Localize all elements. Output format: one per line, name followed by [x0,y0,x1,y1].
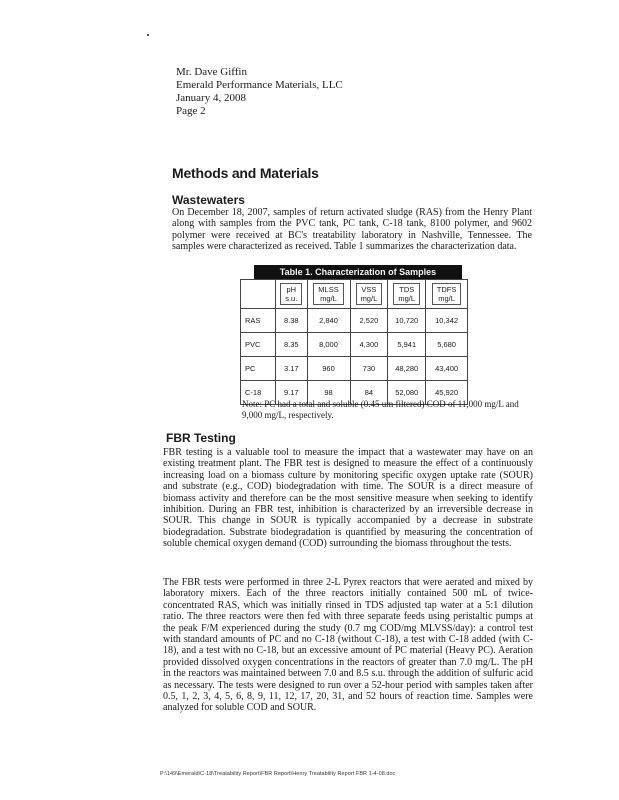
table-cell: 48,280 [388,357,426,381]
table-cell: 9.17 [276,381,308,405]
row-label: RAS [241,309,276,333]
table-cell: 10,720 [388,309,426,333]
table-grid [240,279,468,405]
table-title: Table 1. Characterization of Samples [254,265,462,279]
table-note: Note: PC had a total and soluble (0.45 um filtered) COD of 11,000 mg/L and 9,000 mg/L, respectively. [242,399,519,420]
table-cell: 8.35 [276,333,308,357]
table-header-cell [241,280,276,309]
table-cell: 5,680 [426,333,468,357]
row-label: PVC [241,333,276,357]
table-header-cell [307,280,350,309]
table-cell: 8.38 [276,309,308,333]
characterization-table [240,265,468,405]
table-header-cell [350,280,388,309]
recipient-company: Emerald Performance Materials, LLC [176,79,343,91]
table-cell: 8,000 [307,333,350,357]
fbr-paragraph-1: FBR testing is a valuable tool to measure the impact that a wastewater may have on an existing treatment plant. The FBR test is designed to measure the effect of a continuously increasing load on a biomass culture by monitoring specific oxygen uptake rate (SOUR) and substrate (e.g., COD) biodegradation with time. The SOUR is a direct measure of biomass activity and therefore can be the most sensitive measure when seeking to identify inhibition. During an FBR test, inhibition is characterized by an irreversible decrease in SOUR. This change in SOUR is typically accompanied by a decrease in substrate biodegradation. Substrate biodegradation is quantified by measuring the concentration of soluble chemical oxygen demand (COD) surrounding the biomass throughout the tests. [163,447,533,550]
row-label: PC [241,357,276,381]
header-label: MLSS mg/L [313,283,343,305]
table-cell: 98 [307,381,350,405]
scan-artifact [147,34,149,36]
table-row [241,309,468,333]
table-cell: 4,300 [350,333,388,357]
table-header-cell [388,280,426,309]
section-title: Methods and Materials [172,165,319,181]
fbr-paragraph-2: The FBR tests were performed in three 2-L Pyrex reactors that were aerated and mixed by laboratory mixers. Each of the three reactors initially contained 500 mL of twice-concentrated RAS, which was initially rinsed in TDS adjusted tap water at a 5:1 dilution ratio. The three reactors were then fed with three separate feeds using peristaltic pumps at the peak F/M experienced during the study (0.7 mg COD/mg MLVSS/day): a control test with standard amounts of PC and no C-18 (without C-18), a test with C-18 added (with C-18), and a test with no C-18, but an excessive amount of PC material (Heavy PC). Aeration provided dissolved oxygen concentrations in the reactors of greater than 7.0 mg/L. The pH in the reactors was maintained between 7.0 and 8.5 s.u. through the addition of sulfuric acid as necessary. The tests were designed to run over a 52-hour period with samples taken after 0.5, 1, 2, 3, 4, 5, 6, 8, 9, 11, 12, 17, 20, 31, and 52 hours of reaction time. Samples were analyzed for soluble COD and SOUR. [163,577,533,714]
row-label: C-18 [241,381,276,405]
table-row [241,357,468,381]
table-cell: 730 [350,357,388,381]
recipient-name: Mr. Dave Giffin [176,66,247,78]
table-header-cell [426,280,468,309]
file-path-footer: P:\149\Emerald\C-18\Treatability Report\FBR Report\Henry Treatability Report FBR 1-4-08.doc [160,771,396,777]
header-label: TDS mg/L [393,283,420,305]
table-cell: 10,342 [426,309,468,333]
table-cell: 5,941 [388,333,426,357]
table-cell: 3.17 [276,357,308,381]
table-cell: 45,920 [426,381,468,405]
table-row [241,333,468,357]
page-number: Page 2 [176,105,206,117]
header-label: VSS mg/L [356,283,383,305]
header-label: pH s.u. [280,283,302,305]
table-header-row [241,280,468,309]
table-cell: 52,080 [388,381,426,405]
table-cell: 84 [350,381,388,405]
wastewaters-heading: Wastewaters [172,193,245,207]
table-cell: 960 [307,357,350,381]
table-cell: 43,400 [426,357,468,381]
letter-date: January 4, 2008 [176,92,246,104]
table-header-cell [276,280,308,309]
table-cell: 2,840 [307,309,350,333]
fbr-heading: FBR Testing [166,431,236,445]
header-label: TDFS mg/L [432,283,462,305]
letter-header [176,66,343,118]
table-cell: 2,520 [350,309,388,333]
wastewaters-paragraph: On December 18, 2007, samples of return activated sludge (RAS) from the Henry Plant along with samples from the PVC tank, PC tank, C-18 tank, 8100 polymer, and 9602 polymer were received at BC's treatability laboratory in Nashville, Tennessee. The samples were characterized as received. Table 1 summarizes the characterization data. [172,207,532,253]
